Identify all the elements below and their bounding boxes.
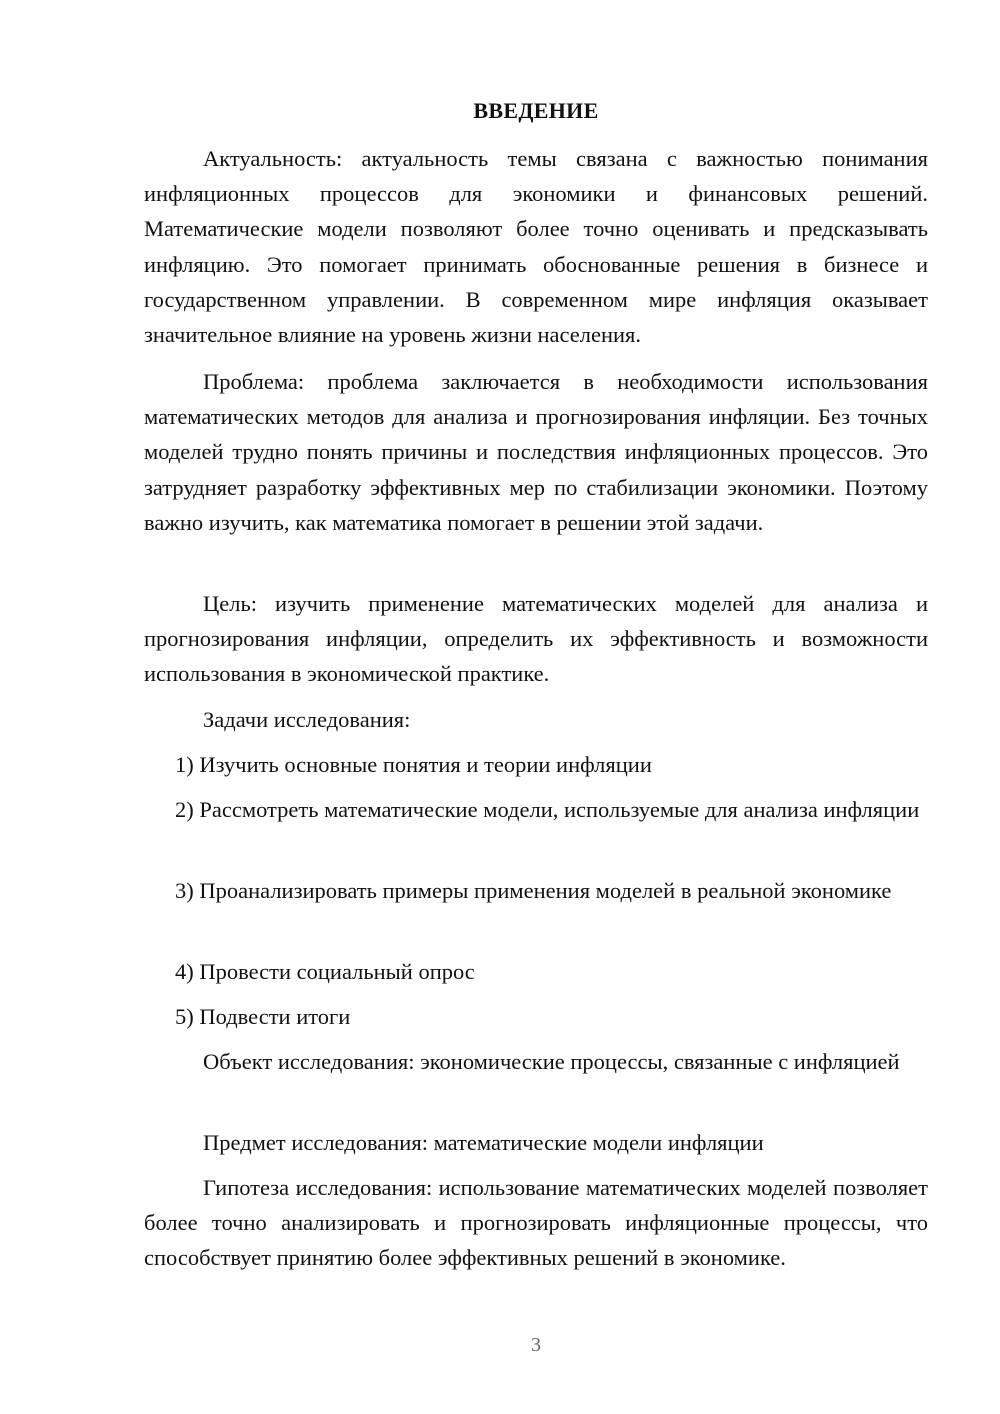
paragraph-problem: Проблема: проблема заключается в необходимости использования математических методов для анализа и прогнозирования инфляции. Без точных моделей трудно понять причины и последствия инфляционных процессов. Это затрудняет разработку эффективных мер по стабилизации экономики. Поэтому важно изучить, как математика помогает в решении этой задачи. bbox=[144, 369, 928, 535]
paragraph-object: Объект исследования: экономические процессы, связанные с инфляцией bbox=[203, 1049, 900, 1074]
page-number: 3 bbox=[531, 1334, 541, 1356]
task-item-3: 3) Проанализировать примеры применения моделей в реальной экономике bbox=[175, 878, 892, 903]
task-item-4: 4) Провести социальный опрос bbox=[175, 959, 475, 984]
paragraph-goal: Цель: изучить применение математических моделей для анализа и прогнозирования инфляции, определить их эффективность и возможности использования в экономической практике. bbox=[144, 591, 928, 687]
task-item-1: 1) Изучить основные понятия и теории инфляции bbox=[175, 752, 652, 777]
paragraph-hypothesis: Гипотеза исследования: использование математических моделей позволяет более точно анализировать и прогнозировать инфляционные процессы, что способствует принятию более эффективных решений в экономике. bbox=[144, 1175, 928, 1271]
paragraph-tasks-heading: Задачи исследования: bbox=[203, 707, 411, 732]
task-item-5: 5) Подвести итоги bbox=[175, 1004, 351, 1029]
task-item-2: 2) Рассмотреть математические модели, используемые для анализа инфляции bbox=[175, 797, 920, 822]
paragraph-subject: Предмет исследования: математические модели инфляции bbox=[203, 1130, 764, 1155]
section-title: ВВЕДЕНИЕ bbox=[473, 98, 599, 123]
paragraph-relevance: Актуальность: актуальность темы связана с важностью понимания инфляционных процессов для экономики и финансовых решений. Математические модели позволяют более точно оценивать и предсказывать инфляцию. Это помогает принимать обоснованные решения в бизнесе и государственном управлении. В современном мире инфляция оказывает значительное влияние на уровень жизни населения. bbox=[144, 146, 928, 348]
document-page bbox=[144, 0, 928, 1414]
